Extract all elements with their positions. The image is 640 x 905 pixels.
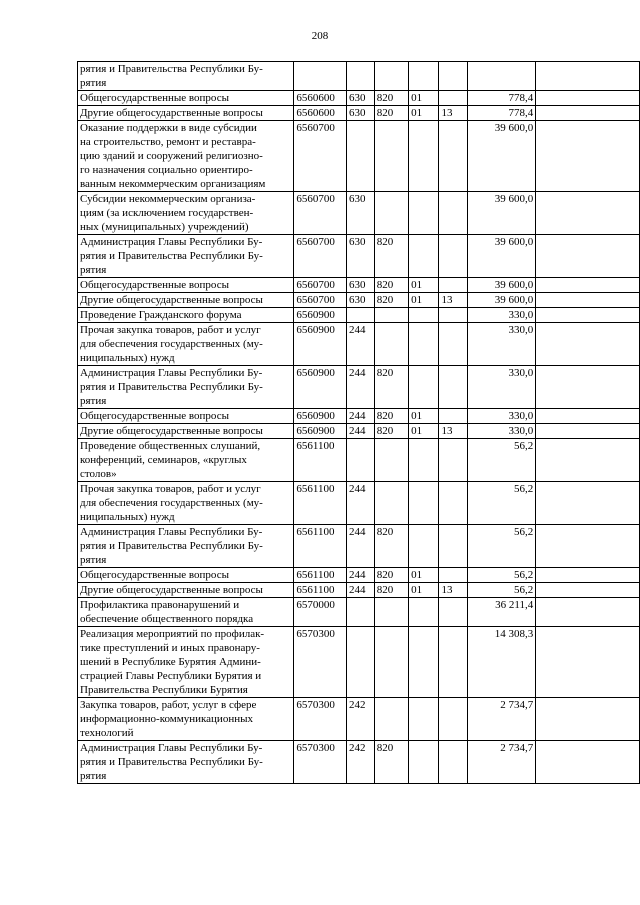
table-row [78,192,640,235]
cell-target-article: 6561100 [294,482,347,525]
cell-expense-type: 630 [346,91,374,106]
cell-subsection [439,366,467,409]
cell-name: Общегосударственные вопросы [78,409,294,424]
cell-budget-manager [374,62,408,91]
cell-empty [536,91,640,106]
table-row [78,583,640,598]
cell-section [409,62,439,91]
cell-budget-manager [374,698,408,741]
cell-section: 01 [409,293,439,308]
cell-subsection [439,741,467,784]
cell-section [409,525,439,568]
cell-budget-manager [374,121,408,192]
cell-empty [536,235,640,278]
cell-expense-type: 630 [346,106,374,121]
cell-empty [536,525,640,568]
cell-target-article: 6560700 [294,235,347,278]
cell-amount: 778,4 [467,91,535,106]
cell-target-article: 6560600 [294,106,347,121]
cell-expense-type [346,121,374,192]
cell-target-article: 6560700 [294,293,347,308]
cell-target-article [294,62,347,91]
cell-name: Общегосударственные вопросы [78,568,294,583]
cell-name: Другие общегосударственные вопросы [78,106,294,121]
cell-target-article: 6561100 [294,525,347,568]
cell-empty [536,583,640,598]
table-row [78,409,640,424]
cell-target-article: 6560900 [294,409,347,424]
cell-amount: 330,0 [467,366,535,409]
cell-expense-type: 630 [346,293,374,308]
cell-target-article: 6560700 [294,192,347,235]
cell-subsection [439,323,467,366]
cell-expense-type [346,627,374,698]
cell-budget-manager: 820 [374,106,408,121]
cell-name: Администрация Главы Республики Бу- рятия и Правительства Республики Бу- рятия [78,366,294,409]
cell-empty [536,106,640,121]
cell-target-article: 6560600 [294,91,347,106]
cell-subsection [439,439,467,482]
cell-empty [536,568,640,583]
table-row [78,293,640,308]
table-row [78,278,640,293]
cell-subsection [439,278,467,293]
cell-section [409,366,439,409]
cell-empty [536,308,640,323]
cell-subsection [439,598,467,627]
cell-empty [536,424,640,439]
table-row [78,439,640,482]
cell-amount: 56,2 [467,439,535,482]
cell-expense-type: 630 [346,278,374,293]
cell-budget-manager [374,482,408,525]
cell-empty [536,741,640,784]
cell-empty [536,598,640,627]
cell-budget-manager: 820 [374,409,408,424]
cell-expense-type: 244 [346,568,374,583]
cell-subsection [439,91,467,106]
cell-expense-type [346,308,374,323]
cell-name: Оказание поддержки в виде субсидии на строительство, ремонт и реставра- цию зданий и сооружений религиозно- го назначения социально ориентиро- ванным некоммерческим организациям [78,121,294,192]
cell-empty [536,698,640,741]
cell-name: Другие общегосударственные вопросы [78,583,294,598]
cell-expense-type: 630 [346,192,374,235]
cell-target-article: 6560900 [294,323,347,366]
cell-amount: 2 734,7 [467,698,535,741]
cell-budget-manager: 820 [374,525,408,568]
cell-amount: 56,2 [467,525,535,568]
cell-amount: 778,4 [467,106,535,121]
cell-section [409,439,439,482]
cell-target-article: 6560900 [294,366,347,409]
cell-section: 01 [409,106,439,121]
cell-name: Субсидии некоммерческим организа- циям (за исключением государствен- ных (муниципальных) учреждений) [78,192,294,235]
cell-subsection [439,121,467,192]
cell-expense-type: 244 [346,583,374,598]
cell-subsection [439,698,467,741]
cell-expense-type: 244 [346,366,374,409]
cell-budget-manager: 820 [374,91,408,106]
cell-budget-manager [374,323,408,366]
cell-expense-type [346,598,374,627]
cell-budget-manager: 820 [374,235,408,278]
cell-subsection [439,308,467,323]
cell-expense-type [346,439,374,482]
cell-budget-manager: 820 [374,278,408,293]
cell-subsection: 13 [439,293,467,308]
cell-expense-type: 244 [346,424,374,439]
cell-expense-type: 244 [346,525,374,568]
cell-target-article: 6561100 [294,583,347,598]
table-row [78,62,640,91]
cell-empty [536,192,640,235]
cell-subsection [439,235,467,278]
cell-empty [536,323,640,366]
cell-name: Общегосударственные вопросы [78,91,294,106]
cell-empty [536,293,640,308]
table-row [78,366,640,409]
cell-name: Профилактика правонарушений и обеспечение общественного порядка [78,598,294,627]
cell-amount: 56,2 [467,583,535,598]
cell-section: 01 [409,91,439,106]
table-row [78,323,640,366]
cell-section [409,121,439,192]
table-row [78,91,640,106]
cell-amount [467,62,535,91]
cell-amount: 2 734,7 [467,741,535,784]
cell-subsection [439,525,467,568]
table-row [78,424,640,439]
page-number: 208 [311,30,329,42]
cell-name: Закупка товаров, работ, услуг в сфере информационно-коммуникационных технологий [78,698,294,741]
cell-empty [536,482,640,525]
cell-amount: 39 600,0 [467,293,535,308]
table-row [78,525,640,568]
cell-name: Проведение Гражданского форума [78,308,294,323]
cell-name: Реализация мероприятий по профилак- тике преступлений и иных правонару- шений в Республике Бурятия Админи- страцией Главы Республики Бурятия и Правительства Республики Бурятия [78,627,294,698]
cell-expense-type [346,62,374,91]
cell-budget-manager [374,598,408,627]
cell-name: Администрация Главы Республики Бу- рятия и Правительства Республики Бу- рятия [78,235,294,278]
cell-empty [536,627,640,698]
cell-subsection [439,192,467,235]
cell-target-article: 6560700 [294,121,347,192]
cell-budget-manager: 820 [374,293,408,308]
cell-target-article: 6560900 [294,308,347,323]
cell-amount: 330,0 [467,308,535,323]
cell-expense-type: 242 [346,698,374,741]
cell-section [409,698,439,741]
cell-name: Прочая закупка товаров, работ и услуг для обеспечения государственных (му- ниципальных) нужд [78,482,294,525]
cell-subsection [439,62,467,91]
cell-name: Администрация Главы Республики Бу- рятия и Правительства Республики Бу- рятия [78,525,294,568]
cell-expense-type: 244 [346,482,374,525]
cell-empty [536,366,640,409]
cell-expense-type: 244 [346,409,374,424]
cell-amount: 39 600,0 [467,192,535,235]
cell-subsection [439,568,467,583]
cell-budget-manager [374,439,408,482]
cell-expense-type: 242 [346,741,374,784]
cell-section [409,192,439,235]
cell-amount: 14 308,3 [467,627,535,698]
cell-amount: 56,2 [467,482,535,525]
cell-section [409,235,439,278]
cell-section: 01 [409,409,439,424]
cell-name: Другие общегосударственные вопросы [78,424,294,439]
cell-name: Прочая закупка товаров, работ и услуг для обеспечения государственных (му- ниципальных) нужд [78,323,294,366]
cell-name: Проведение общественных слушаний, конференций, семинаров, «круглых столов» [78,439,294,482]
cell-expense-type: 244 [346,323,374,366]
cell-section [409,741,439,784]
table-row [78,627,640,698]
cell-subsection: 13 [439,106,467,121]
table-row [78,568,640,583]
cell-budget-manager [374,627,408,698]
cell-subsection [439,482,467,525]
cell-empty [536,278,640,293]
cell-amount: 39 600,0 [467,121,535,192]
cell-amount: 39 600,0 [467,235,535,278]
cell-subsection [439,627,467,698]
cell-section [409,598,439,627]
cell-amount: 56,2 [467,568,535,583]
cell-target-article: 6560700 [294,278,347,293]
table-row [78,598,640,627]
cell-budget-manager: 820 [374,741,408,784]
budget-table [77,61,640,784]
cell-section [409,308,439,323]
cell-expense-type: 630 [346,235,374,278]
cell-name: Администрация Главы Республики Бу- рятия и Правительства Республики Бу- рятия [78,741,294,784]
cell-target-article: 6570300 [294,741,347,784]
cell-subsection [439,409,467,424]
cell-name: Другие общегосударственные вопросы [78,293,294,308]
cell-section [409,627,439,698]
cell-section: 01 [409,583,439,598]
table-row [78,308,640,323]
cell-name: Общегосударственные вопросы [78,278,294,293]
cell-section: 01 [409,424,439,439]
cell-amount: 330,0 [467,323,535,366]
cell-section [409,482,439,525]
cell-target-article: 6560900 [294,424,347,439]
cell-empty [536,409,640,424]
cell-section: 01 [409,278,439,293]
cell-target-article: 6570000 [294,598,347,627]
cell-amount: 39 600,0 [467,278,535,293]
table-row [78,698,640,741]
cell-target-article: 6570300 [294,627,347,698]
cell-amount: 330,0 [467,409,535,424]
cell-budget-manager: 820 [374,424,408,439]
cell-target-article: 6570300 [294,698,347,741]
cell-amount: 330,0 [467,424,535,439]
table-row [78,482,640,525]
cell-budget-manager: 820 [374,366,408,409]
table-row [78,106,640,121]
cell-section [409,323,439,366]
cell-target-article: 6561100 [294,439,347,482]
cell-budget-manager [374,192,408,235]
cell-amount: 36 211,4 [467,598,535,627]
cell-empty [536,439,640,482]
cell-subsection: 13 [439,583,467,598]
cell-target-article: 6561100 [294,568,347,583]
cell-section: 01 [409,568,439,583]
cell-empty [536,62,640,91]
cell-empty [536,121,640,192]
cell-budget-manager: 820 [374,583,408,598]
cell-name: рятия и Правительства Республики Бу- рятия [78,62,294,91]
cell-subsection: 13 [439,424,467,439]
cell-budget-manager: 820 [374,568,408,583]
table-row [78,121,640,192]
table-row [78,741,640,784]
cell-budget-manager [374,308,408,323]
table-row [78,235,640,278]
table-body [78,62,640,784]
